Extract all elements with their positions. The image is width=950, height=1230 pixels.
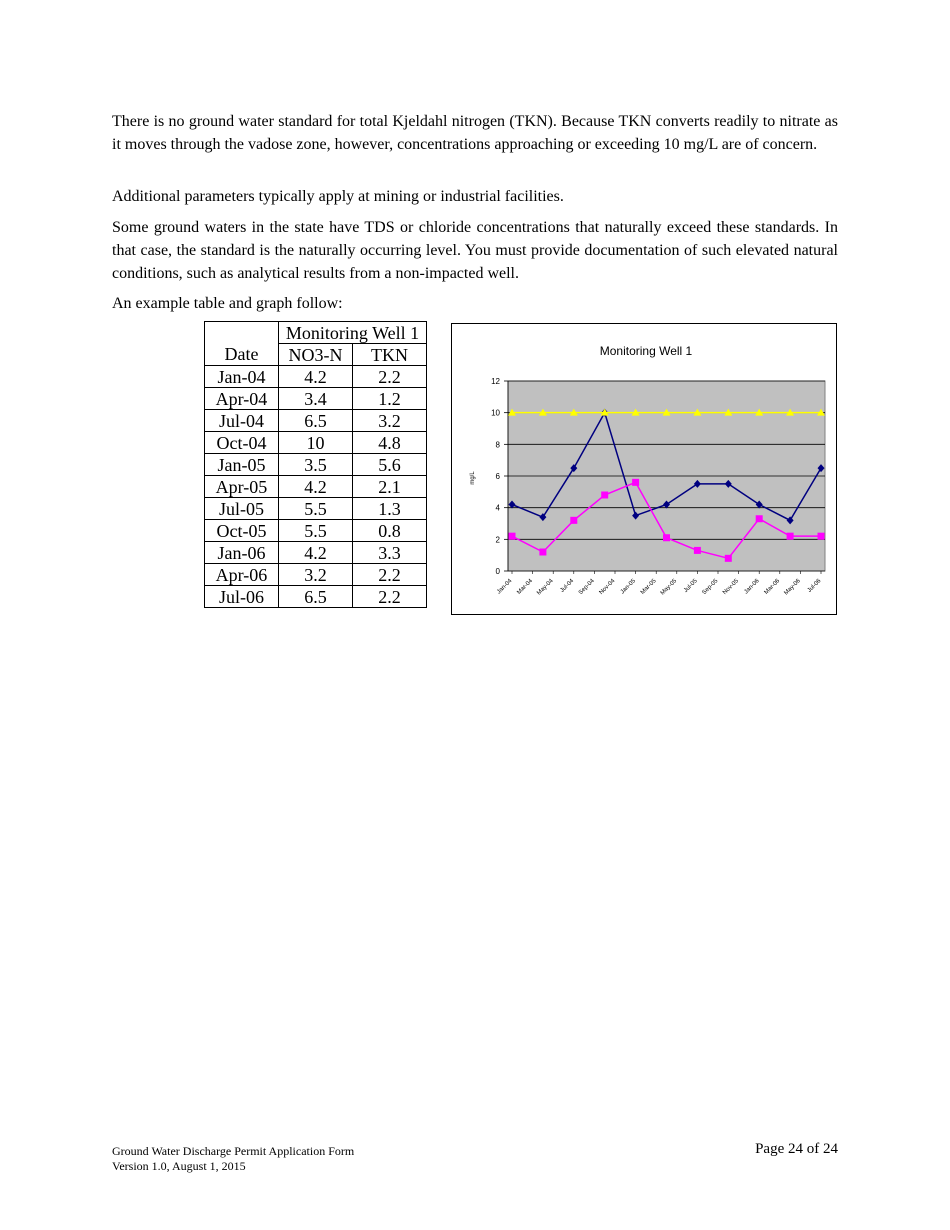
x-tick-label: Jan-04	[496, 578, 514, 596]
table-cell-date: Apr-06	[205, 564, 279, 586]
x-tick-label: Jul-04	[559, 578, 576, 594]
y-tick-label: 4	[495, 503, 500, 513]
table-column-header-no3n: NO3-N	[279, 344, 353, 366]
table-row	[205, 586, 427, 608]
y-tick-label: 12	[491, 377, 500, 386]
table-cell-no3n: 3.2	[279, 564, 353, 586]
x-tick-label: Mar-06	[763, 578, 782, 596]
table-column-header-date: Date	[205, 344, 279, 366]
table-cell-no3n: 4.2	[279, 542, 353, 564]
x-tick-label: Mar-05	[639, 578, 658, 596]
chart-title: Monitoring Well 1	[599, 344, 693, 358]
table-row	[205, 476, 427, 498]
square-marker	[632, 479, 639, 486]
square-marker	[539, 549, 546, 556]
table-cell-no3n: 6.5	[279, 410, 353, 432]
y-tick-label: 8	[495, 440, 500, 450]
table-cell-no3n: 10	[279, 432, 353, 454]
table-cell-tkn: 1.3	[353, 498, 427, 520]
square-marker	[756, 515, 763, 522]
table-cell-tkn: 0.8	[353, 520, 427, 542]
table-cell-no3n: 5.5	[279, 520, 353, 542]
table-cell-no3n: 4.2	[279, 366, 353, 388]
table-cell-date: Jul-05	[205, 498, 279, 520]
table-corner-cell	[205, 322, 279, 344]
table-cell-no3n: 5.5	[279, 498, 353, 520]
table-cell-date: Jul-04	[205, 410, 279, 432]
table-row	[205, 520, 427, 542]
square-marker	[601, 492, 608, 499]
table-row	[205, 410, 427, 432]
footer-form-title: Ground Water Discharge Permit Application Form	[112, 1144, 355, 1158]
x-tick-label: Jul-06	[806, 578, 823, 594]
paragraph-example-intro: An example table and graph follow:	[112, 295, 343, 312]
chart-plot-area	[491, 377, 825, 597]
table-row	[205, 366, 427, 388]
table-cell-tkn: 3.3	[353, 542, 427, 564]
chart-svg	[452, 324, 836, 614]
x-tick-label: Sep-05	[701, 578, 720, 597]
x-tick-label: Jul-05	[683, 578, 699, 594]
square-marker	[663, 534, 670, 541]
table-body	[205, 366, 427, 608]
table-cell-tkn: 2.1	[353, 476, 427, 498]
table-cell-date: Oct-05	[205, 520, 279, 542]
footer-version: Version 1.0, August 1, 2015	[112, 1159, 246, 1173]
table-cell-tkn: 5.6	[353, 454, 427, 476]
table-cell-date: Jul-06	[205, 586, 279, 608]
x-tick-label: May-04	[536, 578, 555, 597]
footer-page-number: Page 24 of 24	[755, 1141, 838, 1157]
table-row	[205, 564, 427, 586]
table-cell-tkn: 2.2	[353, 564, 427, 586]
y-tick-label: 2	[495, 535, 500, 545]
table-cell-date: Jan-06	[205, 542, 279, 564]
square-marker	[694, 547, 701, 554]
x-tick-label: Nov-05	[722, 578, 741, 597]
monitoring-well-table	[204, 321, 427, 608]
square-marker	[570, 517, 577, 524]
table-cell-date: Jan-04	[205, 366, 279, 388]
monitoring-well-chart	[451, 323, 837, 615]
square-marker	[787, 533, 794, 540]
x-tick-label: May-06	[783, 578, 802, 597]
square-marker	[818, 533, 825, 540]
paragraph-additional-parameters: Additional parameters typically apply at mining or industrial facilities.	[112, 188, 564, 205]
square-marker	[509, 533, 516, 540]
table-row	[205, 388, 427, 410]
footer-form-info	[112, 1144, 354, 1174]
table-row	[205, 454, 427, 476]
x-tick-label: Jan-05	[619, 578, 638, 596]
table-cell-no3n: 6.5	[279, 586, 353, 608]
x-tick-label: May-05	[659, 578, 679, 597]
table-cell-date: Apr-04	[205, 388, 279, 410]
table-row	[205, 432, 427, 454]
paragraph-tkn: There is no ground water standard for total Kjeldahl nitrogen (TKN). Because TKN converts readily to nitrate as it moves through the vadose zone, however, concentrations approaching or exceeding 10 mg/L are of concern.	[112, 113, 838, 153]
table-cell-tkn: 1.2	[353, 388, 427, 410]
table-cell-no3n: 3.4	[279, 388, 353, 410]
table-cell-tkn: 2.2	[353, 366, 427, 388]
table-cell-tkn: 3.2	[353, 410, 427, 432]
table-cell-date: Jan-05	[205, 454, 279, 476]
table-row	[205, 542, 427, 564]
table-cell-no3n: 4.2	[279, 476, 353, 498]
chart-y-axis-label: mg/L	[470, 471, 476, 485]
table-group-header: Monitoring Well 1	[279, 322, 427, 344]
x-tick-label: Mar-04	[516, 578, 535, 596]
x-tick-label: Sep-04	[577, 578, 596, 597]
table-cell-date: Apr-05	[205, 476, 279, 498]
x-tick-label: Jan-06	[743, 578, 761, 596]
table-cell-tkn: 4.8	[353, 432, 427, 454]
x-tick-label: Nov-04	[598, 578, 617, 597]
table-cell-tkn: 2.2	[353, 586, 427, 608]
table-column-header-tkn: TKN	[353, 344, 427, 366]
y-tick-label: 10	[491, 408, 500, 418]
y-tick-label: 6	[495, 472, 500, 481]
table-cell-date: Oct-04	[205, 432, 279, 454]
square-marker	[725, 555, 732, 562]
table-row	[205, 498, 427, 520]
y-tick-label: 0	[495, 567, 500, 576]
table-cell-no3n: 3.5	[279, 454, 353, 476]
paragraph-natural-conditions: Some ground waters in the state have TDS or chloride concentrations that naturally exceed these standards. In that case, the standard is the naturally occurring level. You must provide documentation of such elevated natural conditions, such as analytical results from a non-impacted well.	[112, 219, 838, 282]
